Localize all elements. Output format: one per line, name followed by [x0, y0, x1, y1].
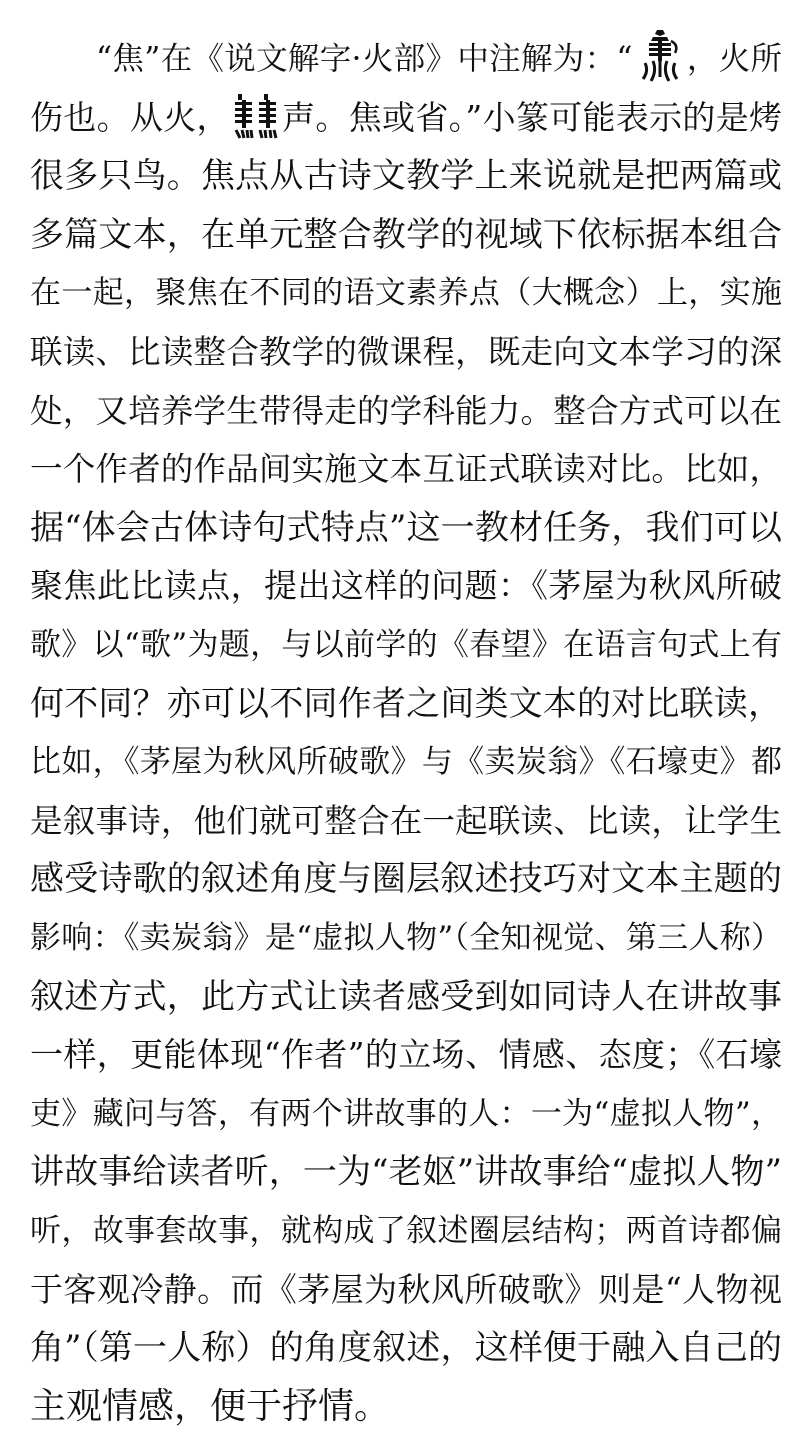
paragraph-line: 一个作者的作品间实施文本互证式联读对比。比如， — [30, 450, 782, 489]
paragraph-line: 角”（第一人称）的角度叙述，这样便于融入自己的 — [30, 1328, 782, 1369]
line-2-text-b: 声。焦或省。”小篆可能表示的是烤 — [281, 97, 783, 137]
paragraph-line: 据“体会古体诗句式特点”这一教材任务，我们可以 — [30, 507, 782, 548]
paragraph-line: 吏》藏问与答，有两个讲故事的人：一为“虚拟人物”， — [30, 1095, 782, 1132]
paragraph-line-1 — [96, 30, 782, 88]
paragraph-line: 讲故事给读者听，一为“老妪”讲故事给“虚拟人物” — [30, 1152, 782, 1193]
paragraph-line: 很多只鸟。焦点从古诗文教学上来说就是把两篇或 — [30, 156, 782, 197]
paragraph-line: 是叙事诗，他们就可整合在一起联读、比读，让学生 — [30, 801, 782, 840]
paragraph-line: 联读、比读整合教学的微课程，既走向文本学习的深 — [30, 333, 782, 371]
paragraph-line: 聚焦此比读点，提出这样的问题：《茅屋为秋风所破 — [30, 566, 782, 606]
paragraph-line: 一样，更能体现“作者”的立场、情感、态度；《石壕 — [30, 1035, 782, 1075]
paragraph-line: 叙述方式，此方式让读者感受到如同诗人在讲故事 — [30, 976, 782, 1017]
seal-script-jiao-icon — [635, 27, 685, 83]
paragraph-line: 感受诗歌的叙述角度与圈层叙述技巧对文本主题的 — [30, 859, 782, 900]
paragraph-line: 何不同？亦可以不同作者之间类文本的对比联读， — [30, 683, 782, 724]
paragraph-line-2 — [30, 89, 782, 147]
paragraph-line: 歌》以“歌”为题，与以前学的《春望》在语言句式上有 — [30, 627, 782, 663]
paragraph-line: 多篇文本，在单元整合教学的视域下依标据本组合 — [30, 214, 782, 255]
paragraph-line: 影响：《卖炭翁》是“虚拟人物”（全知视觉、第三人称） — [30, 920, 782, 956]
line-1-text-b: ，火所 — [686, 41, 782, 77]
line-1-text-a: “焦”在《说文解字·火部》中注解为：“ — [96, 41, 633, 77]
paragraph-line: 于客观冷静。而《茅屋为秋风所破歌》则是“人物视 — [30, 1269, 782, 1309]
paragraph-line: 在一起，聚焦在不同的语文素养点（大概念）上，实施 — [30, 275, 782, 312]
paragraph-line: 处，又培养学生带得走的学科能力。整合方式可以在 — [30, 391, 782, 430]
line-2-text-a: 伤也。从火， — [30, 97, 230, 137]
seal-script-component-icon — [232, 90, 280, 142]
paragraph-line: 听，故事套故事，就构成了叙述圈层结构；两首诗都偏 — [30, 1213, 782, 1249]
paragraph-line-final: 主观情感，便于抒情。 — [30, 1385, 391, 1427]
paragraph-line: 比如，《茅屋为秋风所破歌》与《卖炭翁》《石壕吏》都 — [30, 744, 782, 781]
